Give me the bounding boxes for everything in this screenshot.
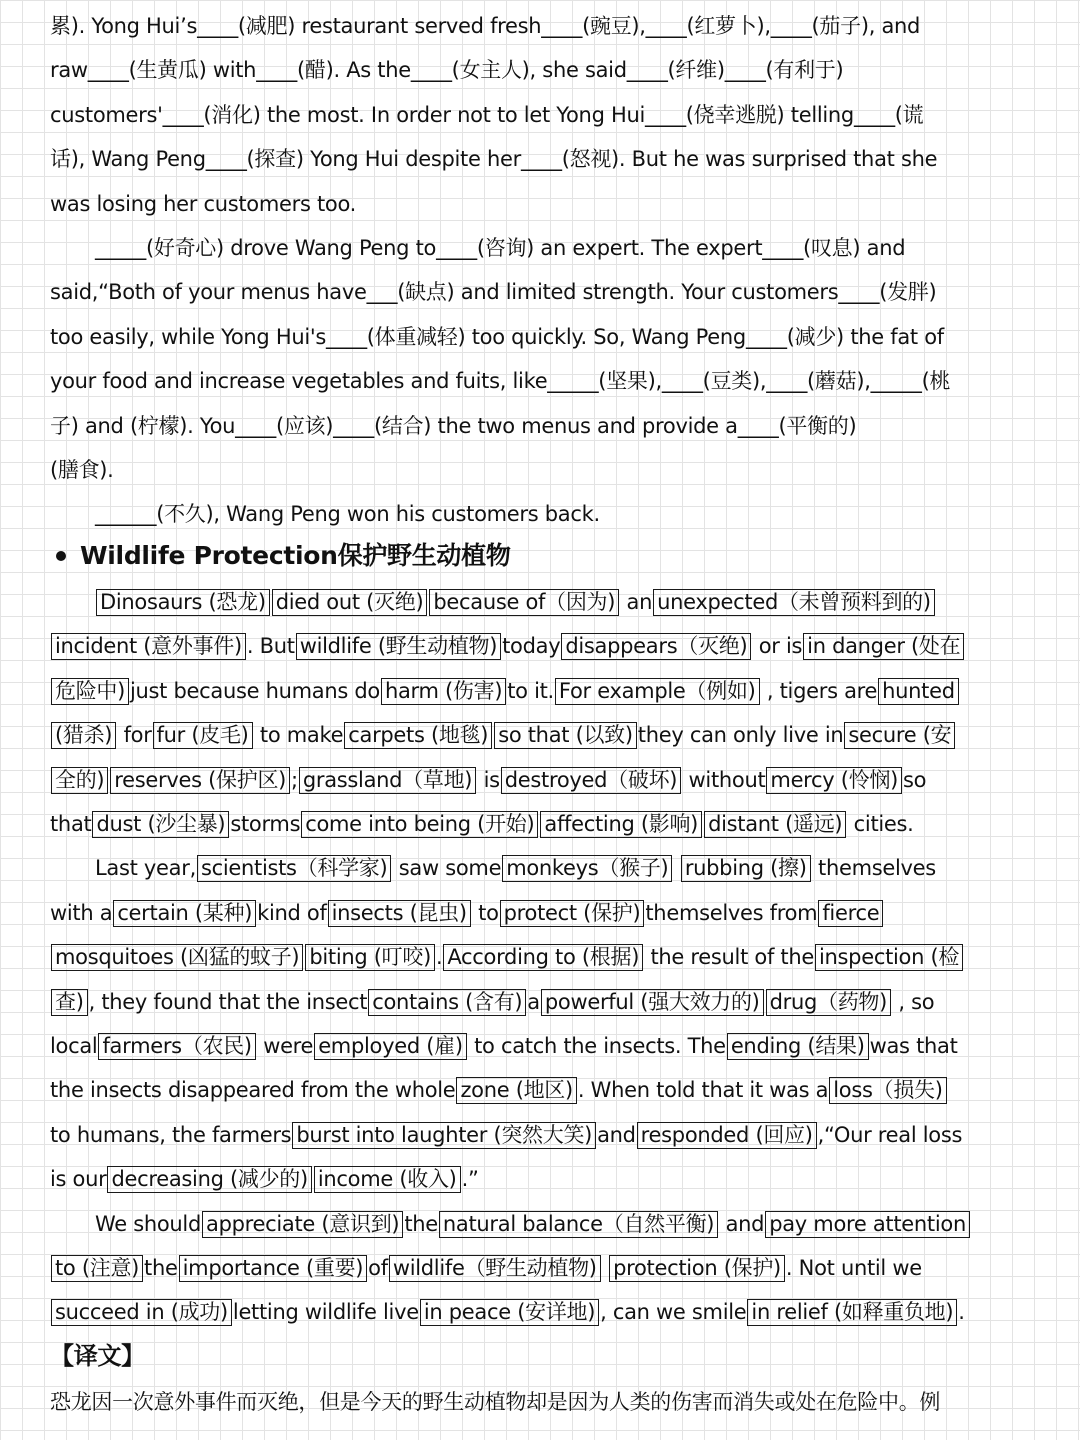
wildlife-line xyxy=(50,713,1040,757)
wildlife-line xyxy=(50,1068,1040,1112)
text-run: . But xyxy=(246,634,295,659)
text-run: (膳食). xyxy=(50,458,114,482)
story-line xyxy=(50,448,1040,492)
text-run: said,“Both of your menus have___(缺点) and limited strength. Your customers____(发胖) xyxy=(50,280,937,305)
vocab-box: For example（例如) xyxy=(555,678,760,705)
wildlife-line xyxy=(50,1113,1040,1157)
story-line xyxy=(50,182,1040,226)
text-run: for xyxy=(117,723,152,748)
vocab-box: burst into laughter (突然大笑) xyxy=(292,1122,596,1149)
vocab-box: come into being (开始) xyxy=(301,811,538,838)
text-run: the result of the xyxy=(644,945,814,970)
text-run: .” xyxy=(461,1167,479,1192)
wildlife-line xyxy=(50,891,1040,935)
text-run: they can only live in xyxy=(637,723,844,748)
wildlife-line xyxy=(50,1202,1040,1246)
text-run: . When told that it was a xyxy=(577,1078,829,1103)
text-run: themselves from xyxy=(645,900,818,925)
vocab-box: zone (地区) xyxy=(456,1077,576,1104)
wildlife-line xyxy=(50,802,1040,846)
text-run: raw____(生黄瓜) with____(醋). As the____(女主人), she said____(纤维)____(有利于) xyxy=(50,58,844,83)
wildlife-line xyxy=(50,1246,1040,1290)
text-run: local xyxy=(50,1034,98,1058)
text-run: the insects disappeared from the whole xyxy=(50,1078,456,1103)
story-line xyxy=(50,404,1040,448)
wildlife-line xyxy=(50,580,1040,624)
vocab-box: carpets (地毯) xyxy=(344,722,492,749)
wildlife-line xyxy=(50,1157,1040,1201)
text-run: the xyxy=(144,1256,178,1280)
text-run: that xyxy=(50,812,92,836)
text-run: Last year, xyxy=(95,856,196,881)
text-run: with a xyxy=(50,900,113,925)
vocab-box: disappears（灭绝) xyxy=(561,633,751,660)
text-run: is our xyxy=(50,1167,107,1192)
wildlife-line xyxy=(50,758,1040,802)
vocab-box: pay more attention xyxy=(765,1211,970,1238)
text-run: ______(不久), Wang Peng won his customers back. xyxy=(95,502,600,527)
text-run: to catch the insects. The xyxy=(467,1034,726,1058)
text-run: storms xyxy=(230,812,301,836)
vocab-box: biting (叮咬) xyxy=(305,944,435,971)
vocab-box: ending (结果) xyxy=(727,1033,869,1060)
text-run: to make xyxy=(253,723,344,748)
vocab-box: decreasing (减少的) xyxy=(107,1166,311,1193)
text-run: , they found that the insect xyxy=(88,989,368,1014)
story-line xyxy=(50,270,1040,314)
vocab-box: incident (意外事件) xyxy=(51,633,246,660)
text-run: letting wildlife live xyxy=(232,1300,419,1325)
vocab-box: inspection (检 xyxy=(815,944,963,971)
vocab-box: contains (含有) xyxy=(368,989,526,1016)
story-line xyxy=(50,93,1040,137)
vocab-box: 危险中) xyxy=(51,678,129,705)
wildlife-line xyxy=(50,846,1040,890)
vocab-box: fierce xyxy=(818,900,883,927)
text-run: . Not until we xyxy=(785,1256,922,1280)
vocab-box: 查) xyxy=(51,989,88,1016)
text-run: 子) and (柠檬). You____(应该)____(结合) the two menus and provide a____(平衡的) xyxy=(50,413,857,438)
text-run: a xyxy=(527,989,540,1014)
vocab-box: in peace (安详地) xyxy=(420,1299,599,1326)
vocab-box: so that (以致) xyxy=(494,722,637,749)
text-run: so xyxy=(903,767,927,792)
story-line xyxy=(50,137,1040,181)
text-run: . xyxy=(958,1300,965,1325)
text-run: too easily, while Yong Hui's____(体重减轻) too quickly. So, Wang Peng____(减少) the fat of xyxy=(50,324,944,349)
vocab-box: affecting (影响) xyxy=(540,811,702,838)
text-run: was that xyxy=(869,1034,958,1058)
text-run: were xyxy=(256,1034,314,1058)
text-run: ,“Our real loss xyxy=(817,1122,963,1147)
vocab-box: income (收入) xyxy=(314,1166,461,1193)
text-run: without xyxy=(682,767,766,792)
vocab-box: rubbing (擦) xyxy=(681,855,811,882)
text-run: 累). Yong Hui’s____(减肥) restaurant served fresh____(豌豆),____(红萝卜),____(茄子), and xyxy=(50,14,921,38)
vocab-box: because of（因为) xyxy=(429,589,619,616)
story-line xyxy=(50,48,1040,92)
vocab-box: succeed in (成功) xyxy=(51,1299,232,1326)
story-line xyxy=(50,359,1040,403)
vocab-box: dust (沙尘暴) xyxy=(92,811,229,838)
vocab-box: importance (重要) xyxy=(179,1255,368,1282)
vocab-box: to (注意) xyxy=(51,1255,143,1282)
vocab-box: employed (雇) xyxy=(314,1033,467,1060)
vocab-box: secure (安 xyxy=(844,722,955,749)
translation-line: 恐龙因一次意外事件而灭绝，但是今天的野生动植物却是因为人类的伤害而消失或处在危险中。例 xyxy=(50,1390,941,1414)
vocab-box: appreciate (意识到) xyxy=(202,1211,403,1238)
text-run: We should xyxy=(95,1211,202,1236)
text-run xyxy=(602,1256,608,1280)
vocab-box: distant (遥远) xyxy=(704,811,846,838)
text-run: . xyxy=(435,945,443,970)
vocab-box: died out (灭绝) xyxy=(272,589,428,616)
wildlife-line xyxy=(50,624,1040,668)
text-run: and xyxy=(719,1211,765,1236)
vocab-box: scientists（科学家) xyxy=(197,855,391,882)
text-run: themselves xyxy=(811,856,936,881)
text-run: to xyxy=(471,900,499,925)
vocab-box: protection (保护) xyxy=(609,1255,785,1282)
text-run: an xyxy=(620,590,653,614)
text-run: ; xyxy=(291,767,298,792)
vocab-box: in relief (如释重负地) xyxy=(747,1299,957,1326)
story-line xyxy=(50,4,1040,48)
text-run: and xyxy=(597,1122,636,1147)
text-run: of xyxy=(368,1256,388,1280)
text-run: your food and increase vegetables and fuits, like_____(坚果),____(豆类),____(蘑菇),_____(桃 xyxy=(50,369,951,394)
wildlife-line xyxy=(50,1024,1040,1068)
text-run: , can we smile xyxy=(600,1300,747,1325)
vocab-box: wildlife（野生动植物) xyxy=(389,1255,601,1282)
story-line xyxy=(50,315,1040,359)
text-run: 话), Wang Peng____(探查) Yong Hui despite her____(怒视). But he was surprised that she xyxy=(50,147,938,172)
text-run: to humans, the farmers xyxy=(50,1122,292,1147)
vocab-box: destroyed（破坏) xyxy=(501,767,681,794)
wildlife-line xyxy=(50,935,1040,979)
text-run: was losing her customers too. xyxy=(50,191,357,216)
text-run: is xyxy=(477,767,500,792)
text-run: _____(好奇心) drove Wang Peng to____(咨询) an expert. The expert____(叹息) and xyxy=(95,236,906,260)
text-run: just because humans do xyxy=(130,678,380,703)
vocab-box: in danger (处在 xyxy=(803,633,964,660)
vocab-box: unexpected（未曾预料到的) xyxy=(653,589,935,616)
vocab-box: (猎杀) xyxy=(51,722,116,749)
text-run: today xyxy=(502,634,561,659)
vocab-box: wildlife (野生动植物) xyxy=(296,633,501,660)
vocab-box: protect (保护) xyxy=(500,900,645,927)
vocab-box: farmers（农民) xyxy=(98,1033,255,1060)
text-run: or is xyxy=(752,634,803,659)
vocab-box: hunted xyxy=(878,678,959,705)
vocab-box: reserves (保护区) xyxy=(110,767,290,794)
story-line xyxy=(50,492,1040,536)
text-run: saw some xyxy=(392,856,502,881)
vocab-box: grassland（草地) xyxy=(299,767,476,794)
vocab-box: monkeys（猴子) xyxy=(502,855,672,882)
vocab-box: According to (根据) xyxy=(443,944,643,971)
text-run: , so xyxy=(892,989,935,1014)
vocab-box: natural balance（自然平衡) xyxy=(439,1211,718,1238)
wildlife-line xyxy=(50,669,1040,713)
section-title: Wildlife Protection保护野生动植物 xyxy=(80,541,511,570)
vocab-box: harm (伤害) xyxy=(381,678,506,705)
vocab-box: insects (昆虫) xyxy=(328,900,471,927)
story-line xyxy=(50,226,1040,270)
text-run: to it. xyxy=(507,678,554,703)
vocab-box: Dinosaurs (恐龙) xyxy=(96,589,270,616)
wildlife-line xyxy=(50,980,1040,1024)
vocab-box: loss（损失) xyxy=(829,1077,946,1104)
text-run: , tigers are xyxy=(760,678,878,703)
vocab-box: powerful (强大效力的) xyxy=(541,989,764,1016)
vocab-box: mosquitoes (凶猛的蚊子) xyxy=(51,944,303,971)
text-run: customers'____(消化) the most. In order not to let Yong Hui____(侥幸逃脱) telling____(谎 xyxy=(50,102,924,127)
text-run: cities. xyxy=(847,812,914,836)
bullet-icon xyxy=(56,551,66,561)
vocab-box: responded (回应) xyxy=(637,1122,817,1149)
text-run: the xyxy=(404,1211,438,1236)
wildlife-line xyxy=(50,1290,1040,1334)
text-run xyxy=(673,856,679,880)
vocab-box: certain (某种) xyxy=(113,900,256,927)
vocab-box: 全的) xyxy=(51,767,108,794)
vocab-box: drug（药物) xyxy=(766,989,891,1016)
vocab-box: fur (皮毛) xyxy=(153,722,253,749)
section-heading xyxy=(50,534,1040,578)
text-run: kind of xyxy=(257,900,327,925)
vocab-box: mercy (怜悯) xyxy=(766,767,902,794)
translation-heading: 【译文】 xyxy=(50,1342,145,1370)
